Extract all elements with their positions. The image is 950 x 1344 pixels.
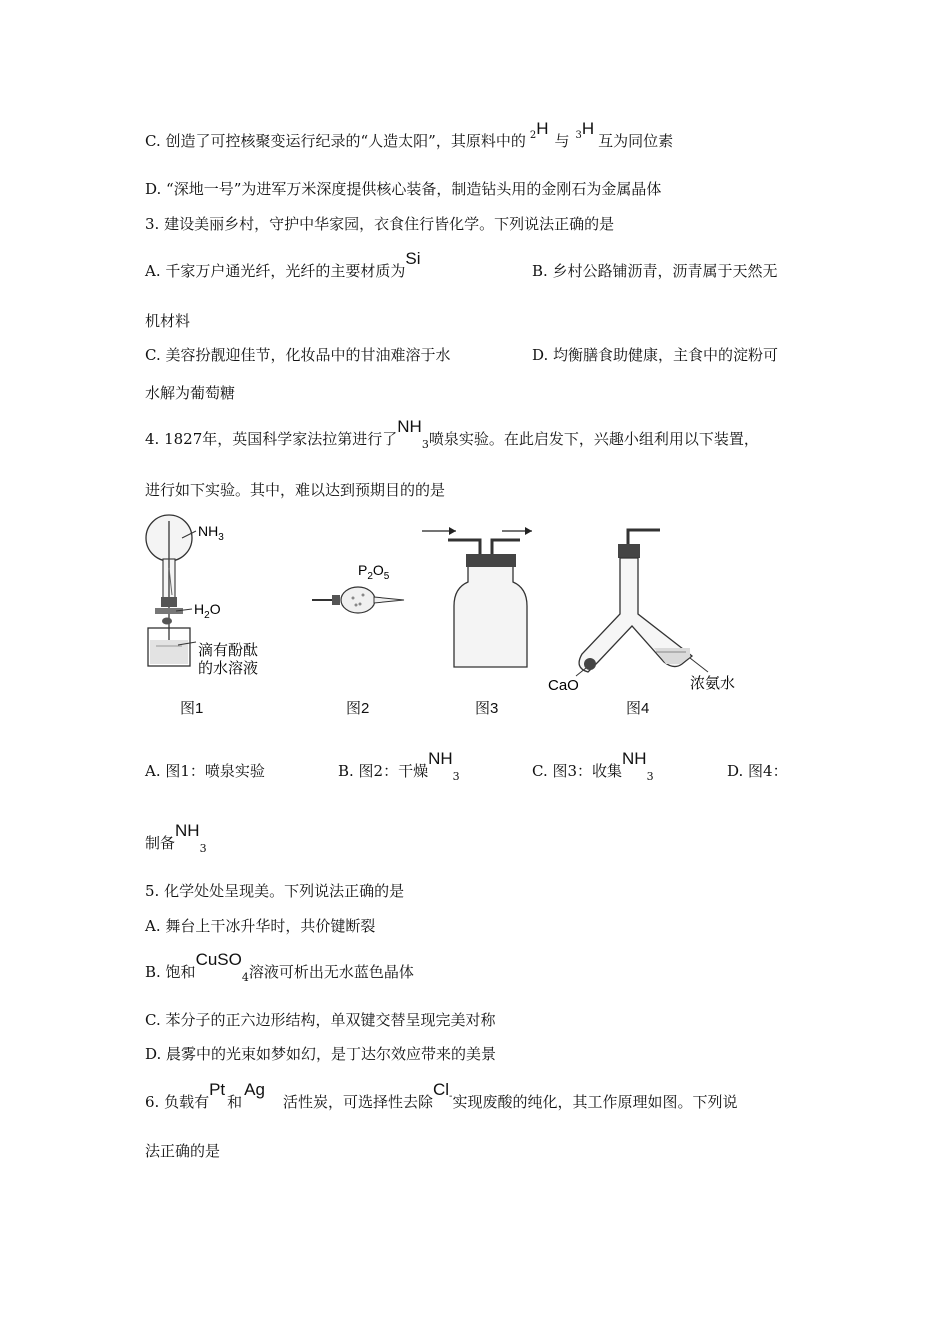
figure-1 — [138, 505, 288, 677]
q2-option-c: C. 创造了可控核聚变运行纪录的“人造太阳”，其原料中的 $^2$H与 $^3$H互为同位素 — [145, 119, 674, 150]
q2-option-d: D. “深地一号”为进军万米深度提供核心装备，制造钻头用的金刚石为金属晶体 — [145, 180, 662, 198]
q4-option-b: B. 图2：干燥$NH_3$ — [338, 749, 460, 783]
q5-option-a: A. 舞台上干冰升华时，共价键断裂 — [145, 917, 376, 935]
q4-stem-line2: 进行如下实验。其中，难以达到预期目的的是 — [145, 481, 446, 499]
q4-option-d-line2: 制备$NH_3$ — [145, 821, 207, 855]
fig1-beaker-line2: 的水溶液 — [198, 660, 259, 677]
figure-3-caption: 图3 — [475, 700, 499, 717]
fig4-solid-label: CaO — [548, 677, 579, 694]
tube-stopper — [618, 544, 640, 558]
figure-2 — [308, 560, 408, 620]
q4-option-c: C. 图3：收集$NH_3$ — [532, 749, 654, 783]
figure-2-caption: 图2 — [346, 700, 370, 717]
q3-option-c: C. 美容扮靓迎佳节，化妆品中的甘油难溶于水 — [145, 346, 451, 364]
fig1-water-label: $H_2O$ — [194, 601, 221, 621]
q5-option-d: D. 晨雾中的光束如梦如幻，是丁达尔效应带来的美景 — [145, 1045, 497, 1063]
q5-option-c: C. 苯分子的正六边形结构，单双键交替呈现完美对称 — [145, 1011, 496, 1029]
fig2-reagent-label: $P_2O_5$ — [358, 562, 390, 582]
q4-stem: 4. 1827年，英国科学家法拉第进行了$NH_3$喷泉实验。在此启发下，兴趣小组利用以下装置， — [145, 417, 759, 451]
gas-bottle — [454, 566, 527, 667]
stopper — [161, 597, 177, 607]
q3-option-d-line2: 水解为葡萄糖 — [145, 384, 236, 402]
drying-tube-bulb — [341, 587, 375, 613]
figure-1-caption: 图1 — [180, 700, 204, 717]
q3-stem: 3. 建设美丽乡村，守护中华家园，衣食住行皆化学。下列说法正确的是 — [145, 215, 615, 233]
fig4-liquid-label: 浓氨水 — [690, 675, 736, 692]
q4-option-d: D. 图4： — [727, 762, 788, 780]
q6-stem-line2: 法正确的是 — [145, 1142, 221, 1160]
q4-option-a: A. 图1：喷泉实验 — [145, 762, 265, 780]
figure-4 — [540, 522, 765, 697]
fig1-gas-label: $NH_3$ — [198, 523, 224, 543]
q3-option-d-line1: D. 均衡膳食助健康，主食中的淀粉可 — [532, 346, 779, 364]
q3-option-b-line2: 机材料 — [145, 312, 191, 330]
q3-option-b-line1: B. 乡村公路铺沥青，沥青属于天然无 — [532, 262, 778, 280]
figure-3 — [420, 522, 545, 672]
q3-option-a: A. 千家万户通光纤，光纤的主要材质为Si — [145, 249, 421, 280]
fig1-beaker-line1: 滴有酚酞 — [198, 642, 259, 659]
dropper-bulb — [162, 618, 172, 625]
bottle-stopper — [466, 554, 516, 567]
q5-stem: 5. 化学处处呈现美。下列说法正确的是 — [145, 882, 405, 900]
q5-option-b: B. 饱和CuSO$_4$溶液可析出无水蓝色晶体 — [145, 950, 414, 984]
figure-4-caption: 图4 — [626, 700, 650, 717]
q6-stem: 6. 负载有Pt和Ag活性炭，可选择性去除Cl-实现废酸的纯化，其工作原理如图。下列说 — [145, 1080, 738, 1111]
